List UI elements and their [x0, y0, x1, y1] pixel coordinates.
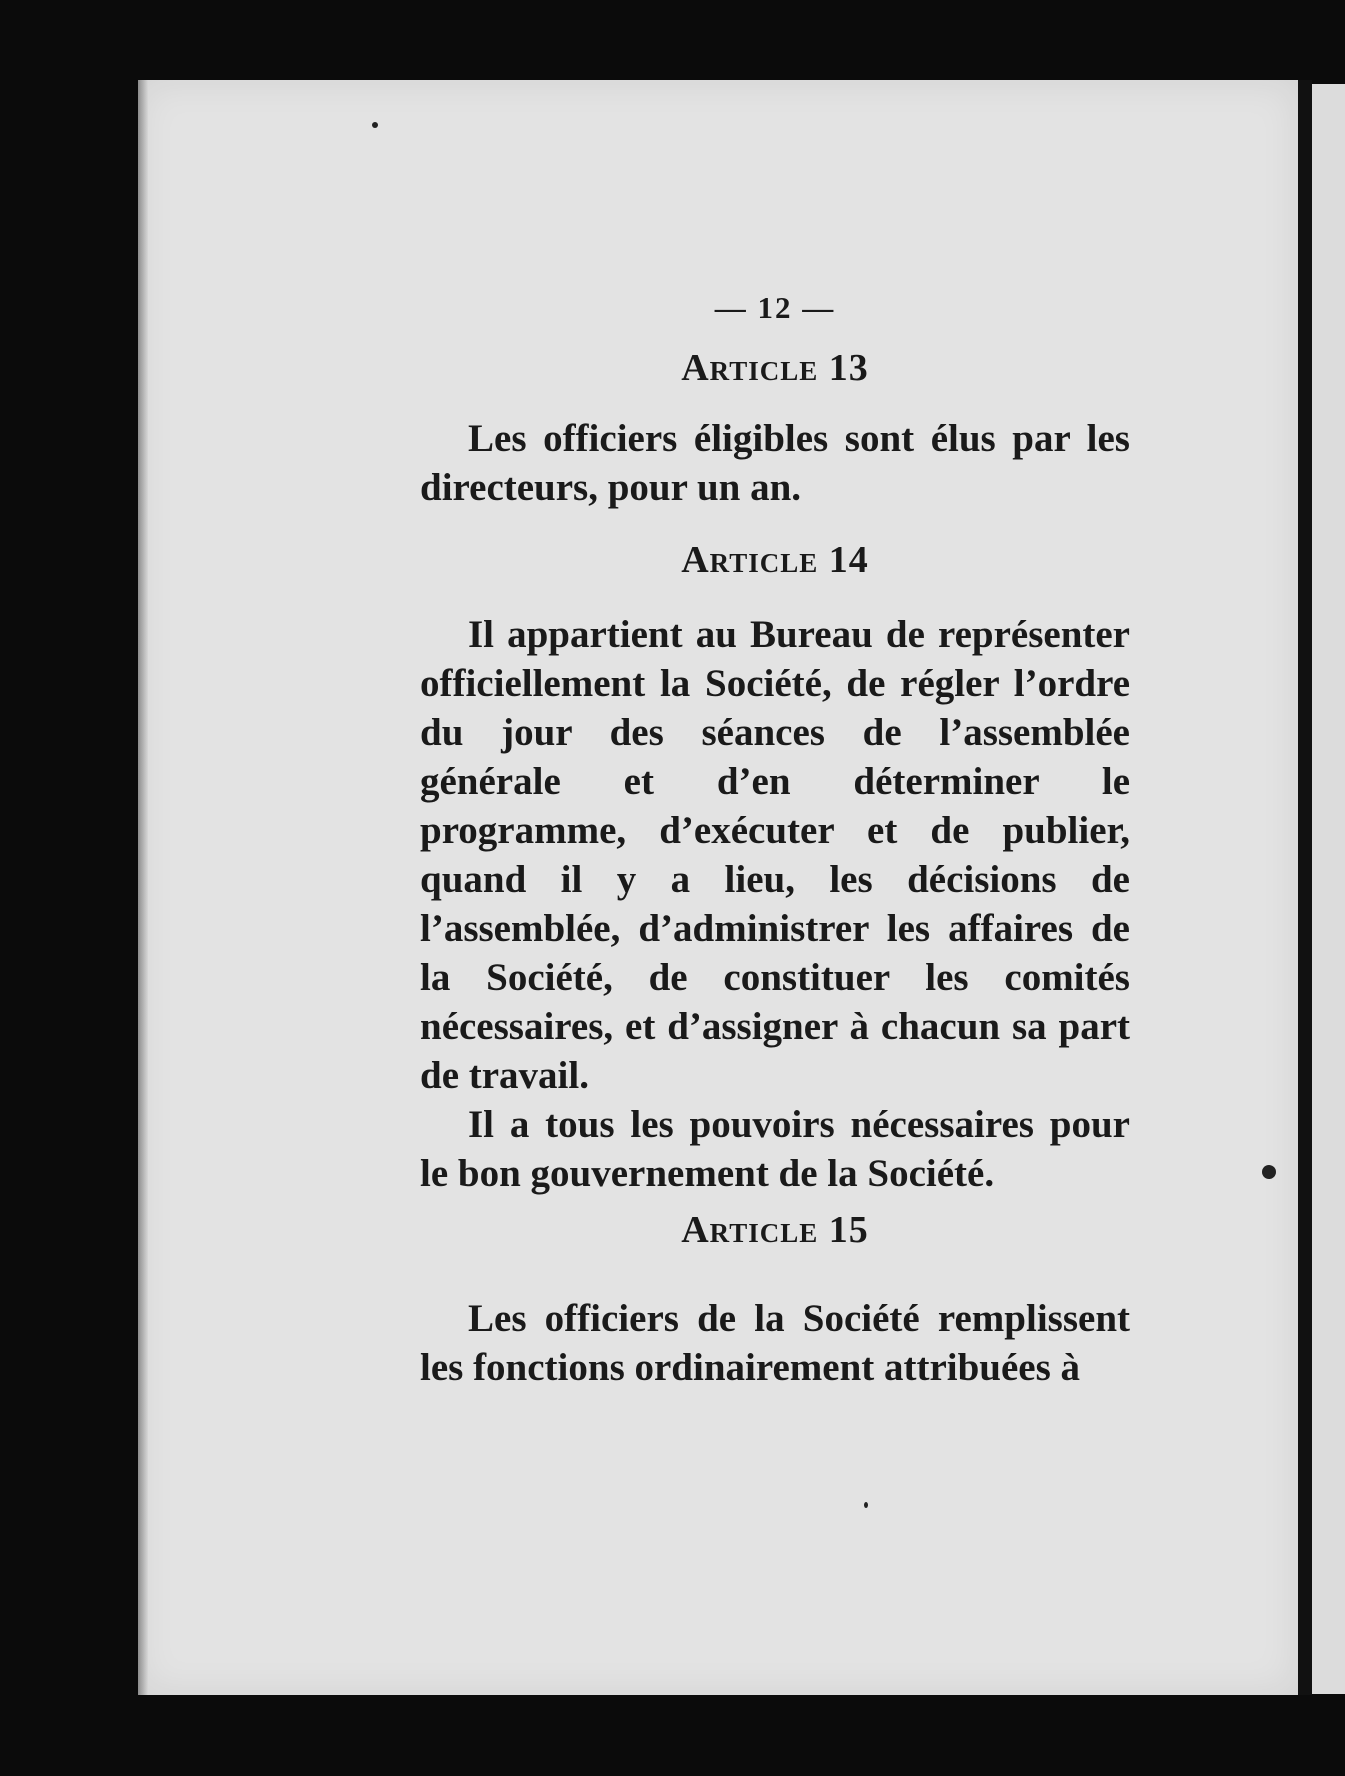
article-14-paragraph-2: Il a tous les pouvoirs nécessaires pour le bon gouvernement de la Société.: [420, 1103, 1130, 1195]
article-13-paragraph: Les officiers éligibles sont élus par les directeurs, pour un an.: [420, 417, 1130, 509]
article-14-heading: Article 14: [681, 539, 869, 581]
page-edge: [138, 80, 148, 1695]
article-15-paragraph: Les officiers de la Société remplissent les fonctions ordinairement attribuées à: [420, 1297, 1130, 1389]
article-13-heading: Article 13: [681, 347, 869, 389]
page-number: — 12 —: [714, 290, 836, 325]
text-column: [420, 286, 1130, 1392]
article-15-heading: Article 15: [681, 1209, 869, 1251]
dust-speck: [864, 1502, 868, 1508]
adjacent-page-edge: [1312, 84, 1345, 1694]
dust-speck: [1262, 1165, 1276, 1179]
dust-speck: [372, 122, 378, 128]
article-14-paragraph-1: Il appartient au Bureau de représenter officiellement la Société, de régler l’ordre du jour des séances de l’assemblée générale et d’en déterminer le programme, d’exécuter et de publier, quand il y a lieu, les décisions de l’assemblée, d’administrer les affaires de la Société, de constituer les comités nécessaires, et d’assigner à chacun sa part de travail.: [420, 613, 1130, 1097]
book-gutter: [1298, 80, 1312, 1695]
